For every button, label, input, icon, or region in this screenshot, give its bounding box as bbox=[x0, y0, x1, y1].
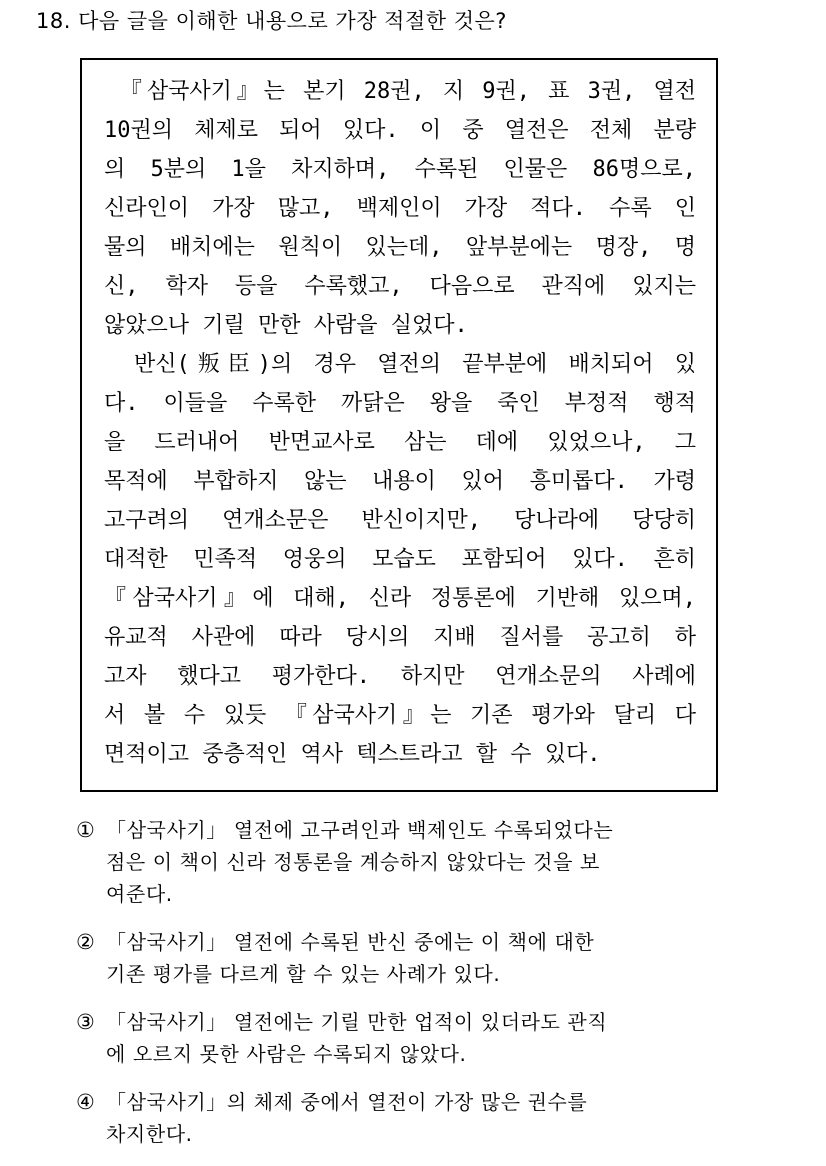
answer-option-2[interactable] bbox=[76, 926, 776, 990]
passage-line: 다. 이들을 수록한 까닭은 왕을 죽인 부정적 행적 bbox=[104, 391, 696, 416]
passage-line: 『삼국사기』에 대해, 신라 정통론에 기반해 있으며, bbox=[104, 586, 696, 611]
passage-line: 유교적 사관에 따라 당시의 지배 질서를 공고히 하 bbox=[104, 625, 696, 650]
option-text: 에 오르지 못한 사람은 수록되지 않았다. bbox=[106, 1042, 467, 1066]
passage-box bbox=[80, 58, 718, 792]
answer-option-4[interactable] bbox=[76, 1086, 776, 1150]
answer-option-3[interactable] bbox=[76, 1006, 776, 1070]
option-text: 「삼국사기」 열전에 수록된 반신 중에는 이 책에 대한 bbox=[106, 930, 595, 954]
answer-option-1[interactable] bbox=[76, 814, 776, 910]
option-text: 「삼국사기」 열전에 고구려인과 백제인도 수록되었다는 bbox=[106, 818, 614, 842]
option-number: ① bbox=[76, 818, 95, 842]
passage-line: 의 5분의 1을 차지하며, 수록된 인물은 86명으로, bbox=[104, 157, 696, 182]
passage-line: 대적한 민족적 영웅의 모습도 포함되어 있다. 흔히 bbox=[104, 547, 696, 572]
passage-line: 을 드러내어 반면교사로 삼는 데에 있었으나, 그 bbox=[104, 430, 696, 455]
option-text: 「삼국사기」의 체제 중에서 열전이 가장 많은 권수를 bbox=[106, 1090, 588, 1114]
passage-line: 반신(叛臣)의 경우 열전의 끝부분에 배치되어 있 bbox=[104, 352, 696, 377]
question-title: 18. 다음 글을 이해한 내용으로 가장 적절한 것은? bbox=[36, 9, 507, 33]
passage-line: 않았으나 기릴 만한 사람을 실었다. bbox=[104, 313, 468, 338]
option-number: ③ bbox=[76, 1010, 95, 1034]
option-number: ④ bbox=[76, 1090, 95, 1114]
passage-line: 물의 배치에는 원칙이 있는데, 앞부분에는 명장, 명 bbox=[104, 235, 696, 260]
option-text: 「삼국사기」 열전에는 기릴 만한 업적이 있더라도 관직 bbox=[106, 1010, 608, 1034]
answer-options bbox=[76, 814, 776, 1166]
passage-line: 고자 했다고 평가한다. 하지만 연개소문의 사례에 bbox=[104, 664, 696, 689]
passage-line: 서 볼 수 있듯 『삼국사기』는 기존 평가와 달리 다 bbox=[104, 703, 696, 728]
passage-line: 10권의 체제로 되어 있다. 이 중 열전은 전체 분량 bbox=[104, 118, 696, 143]
passage-line: 『삼국사기』는 본기 28권, 지 9권, 표 3권, 열전 bbox=[104, 79, 696, 104]
option-text: 차지한다. bbox=[106, 1122, 193, 1146]
passage-line: 목적에 부합하지 않는 내용이 있어 흥미롭다. 가령 bbox=[104, 469, 696, 494]
option-number: ② bbox=[76, 930, 95, 954]
passage-line: 고구려의 연개소문은 반신이지만, 당나라에 당당히 bbox=[104, 508, 696, 533]
passage-line: 신, 학자 등을 수록했고, 다음으로 관직에 있지는 bbox=[104, 274, 696, 299]
passage-line: 신라인이 가장 많고, 백제인이 가장 적다. 수록 인 bbox=[104, 196, 696, 221]
passage-line: 면적이고 중층적인 역사 텍스트라고 할 수 있다. bbox=[104, 742, 601, 767]
option-text: 기존 평가를 다르게 할 수 있는 사례가 있다. bbox=[106, 962, 501, 986]
option-text: 여준다. bbox=[106, 882, 173, 906]
option-text: 점은 이 책이 신라 정통론을 계승하지 않았다는 것을 보 bbox=[106, 850, 600, 874]
